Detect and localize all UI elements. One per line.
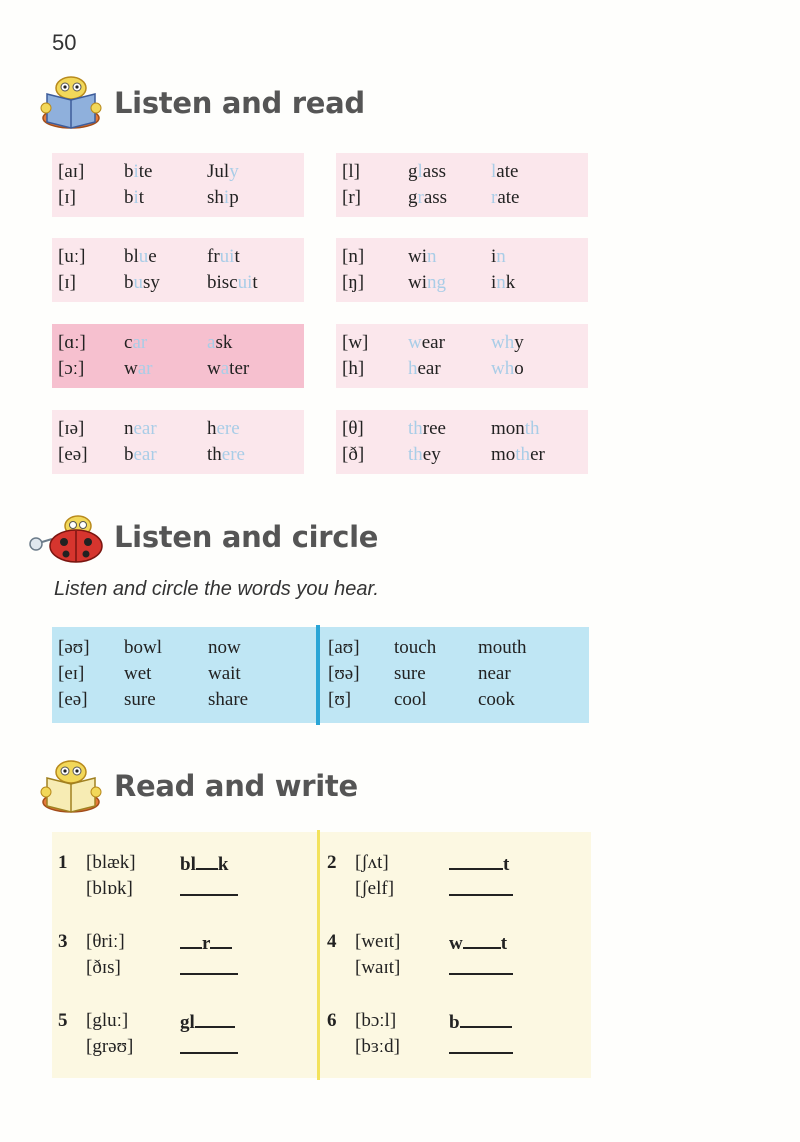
example-word: water xyxy=(207,358,250,379)
answer-blank[interactable]: bl k xyxy=(180,850,228,878)
phonics-row xyxy=(52,442,304,468)
example-word: mother xyxy=(491,444,545,465)
phonics-box-a-o xyxy=(52,324,304,388)
phoneme-symbol: [ɔː] xyxy=(58,358,85,379)
answer-blank[interactable] xyxy=(180,955,238,983)
answer-blank[interactable]: gl xyxy=(180,1008,235,1036)
example-word: fruit xyxy=(207,246,240,267)
phoneme-symbol: [ɪ] xyxy=(58,187,76,208)
phoneme-symbol: [eə] xyxy=(58,689,88,710)
answer-blank[interactable] xyxy=(449,1034,513,1062)
ipa-transcription: [bɔːl] xyxy=(355,1010,397,1031)
phonics-row xyxy=(336,270,588,296)
phoneme-symbol: [w] xyxy=(342,332,369,353)
circle-word-option[interactable]: near xyxy=(478,663,511,684)
phoneme-symbol: [aʊ] xyxy=(328,637,360,658)
example-word: here xyxy=(207,418,240,439)
ipa-transcription: [bɜːd] xyxy=(355,1036,400,1057)
example-word: who xyxy=(491,358,524,379)
example-word: ink xyxy=(491,272,516,293)
phonics-row xyxy=(52,244,304,270)
book-reading-character-icon xyxy=(38,756,104,816)
circle-panel-divider xyxy=(316,625,320,725)
circle-row xyxy=(58,687,308,713)
phoneme-symbol: [h] xyxy=(342,358,365,379)
example-word: car xyxy=(124,332,148,353)
phonics-row xyxy=(336,185,588,211)
write-item xyxy=(327,850,567,906)
write-item xyxy=(58,850,298,906)
phoneme-symbol: [ʊə] xyxy=(328,663,360,684)
phoneme-symbol: [ɪ] xyxy=(58,272,76,293)
phonics-row xyxy=(336,330,588,356)
write-item xyxy=(327,1008,567,1064)
item-number: 4 xyxy=(327,931,337,952)
example-word: war xyxy=(124,358,153,379)
answer-blank[interactable] xyxy=(449,876,513,904)
example-word: they xyxy=(408,444,441,465)
answer-blank[interactable] xyxy=(449,955,513,983)
example-word: ask xyxy=(207,332,233,353)
example-word: wing xyxy=(408,272,446,293)
ipa-transcription: [gluː] xyxy=(86,1010,129,1031)
circle-row xyxy=(328,687,578,713)
circle-word-option[interactable]: bowl xyxy=(124,637,162,658)
circle-row xyxy=(58,661,308,687)
phonics-row xyxy=(336,356,588,382)
phonics-row xyxy=(336,159,588,185)
circle-word-option[interactable]: share xyxy=(208,689,249,710)
circle-word-option[interactable]: sure xyxy=(394,663,426,684)
item-number: 3 xyxy=(58,931,68,952)
phonics-box-u-i xyxy=(52,238,304,302)
ipa-transcription: [θriː] xyxy=(86,931,125,952)
circle-row xyxy=(328,635,578,661)
phoneme-symbol: [aɪ] xyxy=(58,161,85,182)
item-number: 6 xyxy=(327,1010,337,1031)
phoneme-symbol: [l] xyxy=(342,161,360,182)
phonics-row xyxy=(52,416,304,442)
example-word: grass xyxy=(408,187,448,208)
answer-blank[interactable]: t xyxy=(449,850,509,878)
phoneme-symbol: [əʊ] xyxy=(58,637,90,658)
example-word: July xyxy=(207,161,239,182)
example-word: hear xyxy=(408,358,441,379)
phonics-box-ie-ea xyxy=(52,410,304,474)
item-number: 1 xyxy=(58,852,68,873)
write-item xyxy=(58,1008,298,1064)
phonics-row xyxy=(52,159,304,185)
phoneme-symbol: [ʊ] xyxy=(328,689,352,710)
circle-word-option[interactable]: wet xyxy=(124,663,152,684)
section-title-read-write: Read and write xyxy=(114,769,358,803)
phonics-row xyxy=(52,270,304,296)
example-word: biscuit xyxy=(207,272,258,293)
ipa-transcription: [blæk] xyxy=(86,852,136,873)
write-item xyxy=(327,929,567,985)
example-word: bit xyxy=(124,187,145,208)
circle-word-option[interactable]: touch xyxy=(394,637,437,658)
example-word: bear xyxy=(124,444,157,465)
item-number: 5 xyxy=(58,1010,68,1031)
section-title-listen-circle: Listen and circle xyxy=(114,520,379,554)
phoneme-symbol: [ŋ] xyxy=(342,272,365,293)
phonics-row xyxy=(336,416,588,442)
phonics-box-n-ng xyxy=(336,238,588,302)
ladybug-character-icon xyxy=(26,512,106,564)
phonics-box-ai-i xyxy=(52,153,304,217)
page-number: 50 xyxy=(52,30,77,55)
write-panel-divider xyxy=(317,830,320,1080)
ipa-transcription: [weɪt] xyxy=(355,931,401,952)
phoneme-symbol: [n] xyxy=(342,246,365,267)
example-word: bite xyxy=(124,161,153,182)
item-number: 2 xyxy=(327,852,337,873)
phonics-box-th xyxy=(336,410,588,474)
phoneme-symbol: [ɪə] xyxy=(58,418,85,439)
ipa-transcription: [ðɪs] xyxy=(86,957,121,978)
circle-word-option[interactable]: wait xyxy=(208,663,241,684)
example-word: in xyxy=(491,246,506,267)
ipa-transcription: [ʃʌt] xyxy=(355,852,389,873)
phonics-box-l-r xyxy=(336,153,588,217)
ipa-transcription: [waɪt] xyxy=(355,957,401,978)
example-word: late xyxy=(491,161,519,182)
phoneme-symbol: [r] xyxy=(342,187,361,208)
example-word: win xyxy=(408,246,437,267)
ipa-transcription: [blɒk] xyxy=(86,878,133,899)
example-word: why xyxy=(491,332,524,353)
phoneme-symbol: [θ] xyxy=(342,418,364,439)
phoneme-symbol: [eɪ] xyxy=(58,663,85,684)
instruction-text: Listen and circle the words you hear. xyxy=(54,578,379,600)
phonics-row xyxy=(52,185,304,211)
answer-blank[interactable] xyxy=(180,876,238,904)
phonics-box-w-h xyxy=(336,324,588,388)
example-word: ship xyxy=(207,187,239,208)
example-word: there xyxy=(207,444,245,465)
example-word: month xyxy=(491,418,540,439)
phonics-row xyxy=(52,356,304,382)
example-word: blue xyxy=(124,246,157,267)
example-word: rate xyxy=(491,187,520,208)
book-reading-character-icon xyxy=(38,72,104,132)
circle-word-option[interactable]: mouth xyxy=(478,637,527,658)
phoneme-symbol: [eə] xyxy=(58,444,88,465)
write-item xyxy=(58,929,298,985)
phoneme-symbol: [uː] xyxy=(58,246,86,267)
circle-row xyxy=(58,635,308,661)
example-word: wear xyxy=(408,332,445,353)
phonics-row xyxy=(336,442,588,468)
circle-word-option[interactable]: cool xyxy=(394,689,427,710)
answer-blank[interactable]: b xyxy=(449,1008,512,1036)
phoneme-symbol: [ɑː] xyxy=(58,332,86,353)
answer-blank[interactable]: w t xyxy=(449,929,507,957)
circle-row xyxy=(328,661,578,687)
phonics-row xyxy=(336,244,588,270)
section-title-listen-read: Listen and read xyxy=(114,86,365,120)
ipa-transcription: [grəʊ] xyxy=(86,1036,134,1057)
example-word: near xyxy=(124,418,157,439)
circle-word-option[interactable]: sure xyxy=(124,689,156,710)
example-word: glass xyxy=(408,161,447,182)
phoneme-symbol: [ð] xyxy=(342,444,365,465)
phonics-row xyxy=(52,330,304,356)
example-word: busy xyxy=(124,272,160,293)
answer-blank[interactable] xyxy=(180,1034,238,1062)
circle-word-option[interactable]: now xyxy=(208,637,241,658)
ipa-transcription: [ʃelf] xyxy=(355,878,395,899)
example-word: three xyxy=(408,418,446,439)
answer-blank[interactable]: r xyxy=(180,929,232,957)
circle-word-option[interactable]: cook xyxy=(478,689,515,710)
